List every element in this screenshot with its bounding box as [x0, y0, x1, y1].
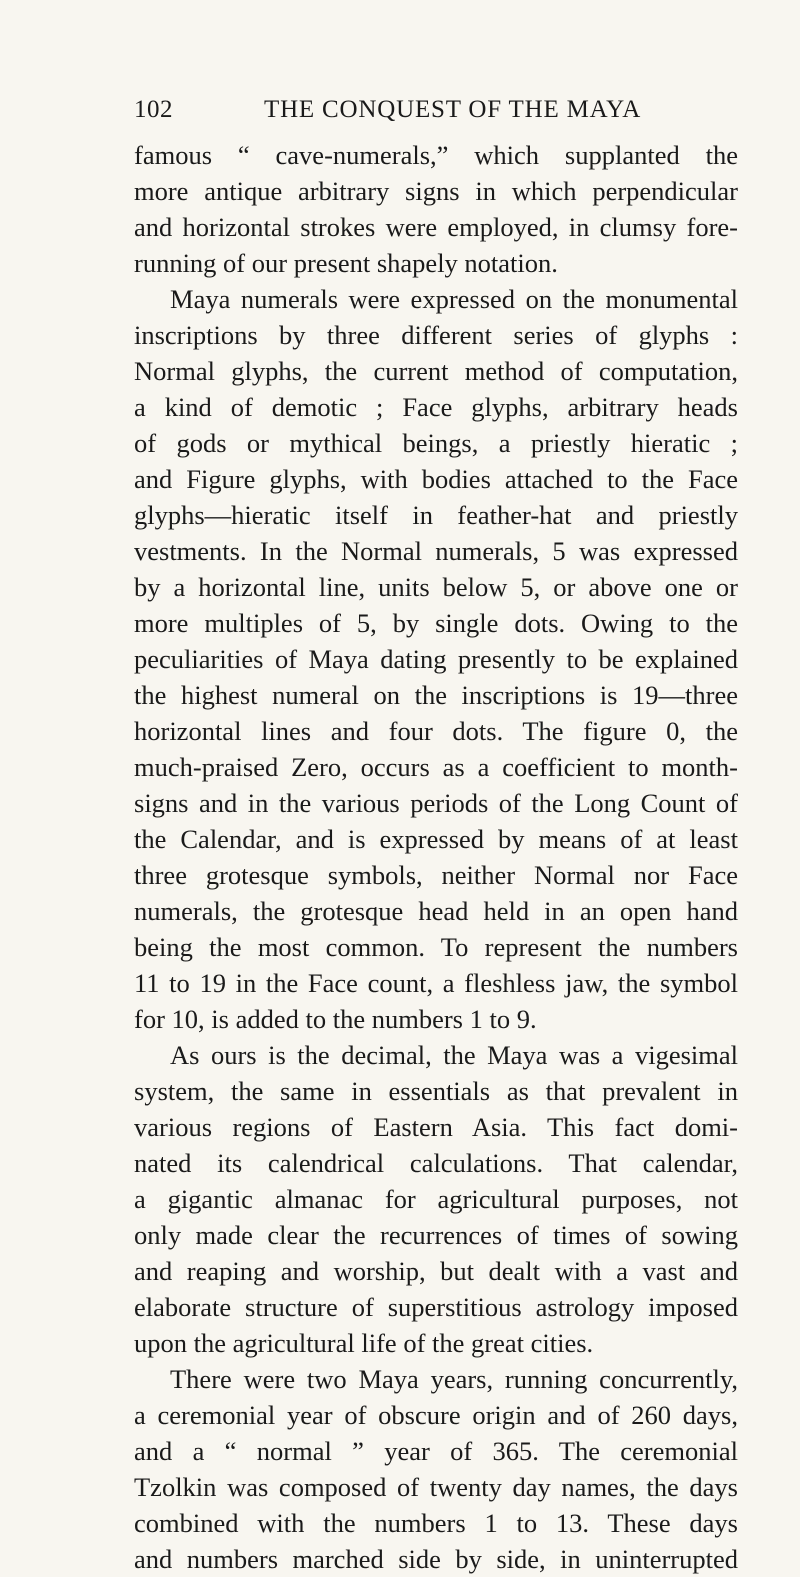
text-line: There were two Maya years, running concurrently, [170, 1364, 738, 1394]
text-line: much-praised Zero, occurs as a coefficient to month- [134, 752, 738, 782]
text-line: upon the agricultural life of the great cities. [134, 1328, 594, 1358]
running-head [134, 96, 738, 130]
text-line: a gigantic almanac for agricultural purposes, not [134, 1184, 738, 1214]
text-line: and numbers marched side by side, in uninterrupted [134, 1544, 738, 1574]
text-line: three grotesque symbols, neither Normal nor Face [134, 860, 738, 890]
text-line: a kind of demotic ; Face glyphs, arbitrary heads [134, 392, 738, 422]
text-line: more antique arbitrary signs in which perpendicular [134, 176, 738, 206]
body-text [134, 137, 738, 1577]
text-line: combined with the numbers 1 to 13. These days [134, 1508, 738, 1538]
text-line: famous “ cave-numerals,” which supplanted the [134, 140, 738, 170]
text-line: numerals, the grotesque head held in an open hand [134, 896, 738, 926]
text-line: inscriptions by three different series of glyphs : [134, 320, 738, 350]
text-line: various regions of Eastern Asia. This fact domi- [134, 1112, 738, 1142]
text-line: only made clear the recurrences of times of sowing [134, 1220, 738, 1250]
text-line: a ceremonial year of obscure origin and of 260 days, [134, 1400, 738, 1430]
text-line: of gods or mythical beings, a priestly hieratic ; [134, 428, 738, 458]
text-line: 11 to 19 in the Face count, a fleshless jaw, the symbol [134, 968, 738, 998]
text-line: and a “ normal ” year of 365. The ceremonial [134, 1436, 738, 1466]
text-line: As ours is the decimal, the Maya was a vigesimal [170, 1040, 738, 1070]
text-line: system, the same in essentials as that prevalent in [134, 1076, 738, 1106]
running-title: THE CONQUEST OF THE MAYA [264, 96, 642, 123]
text-line: the Calendar, and is expressed by means of at least [134, 824, 738, 854]
text-line: running of our present shapely notation. [134, 248, 558, 278]
text-line: and Figure glyphs, with bodies attached to the Face [134, 464, 738, 494]
text-line: the highest numeral on the inscriptions is 19—three [134, 680, 738, 710]
text-line: Tzolkin was composed of twenty day names, the days [134, 1472, 738, 1502]
text-line: elaborate structure of superstitious astrology imposed [134, 1292, 738, 1322]
text-line: by a horizontal line, units below 5, or above one or [134, 572, 738, 602]
text-line: Maya numerals were expressed on the monumental [170, 284, 738, 314]
page-number: 102 [134, 96, 173, 123]
text-line: horizontal lines and four dots. The figure 0, the [134, 716, 738, 746]
text-line: more multiples of 5, by single dots. Owing to the [134, 608, 738, 638]
text-line: for 10, is added to the numbers 1 to 9. [134, 1004, 537, 1034]
text-line: Normal glyphs, the current method of computation, [134, 356, 738, 386]
text-line: peculiarities of Maya dating presently to be explained [134, 644, 738, 674]
text-line: and horizontal strokes were employed, in clumsy fore- [134, 212, 738, 242]
text-line: being the most common. To represent the numbers [134, 932, 738, 962]
text-line: vestments. In the Normal numerals, 5 was expressed [134, 536, 738, 566]
text-line: nated its calendrical calculations. That calendar, [134, 1148, 738, 1178]
text-line: glyphs—hieratic itself in feather-hat and priestly [134, 500, 738, 530]
text-line: signs and in the various periods of the Long Count of [134, 788, 738, 818]
text-line: and reaping and worship, but dealt with a vast and [134, 1256, 738, 1286]
